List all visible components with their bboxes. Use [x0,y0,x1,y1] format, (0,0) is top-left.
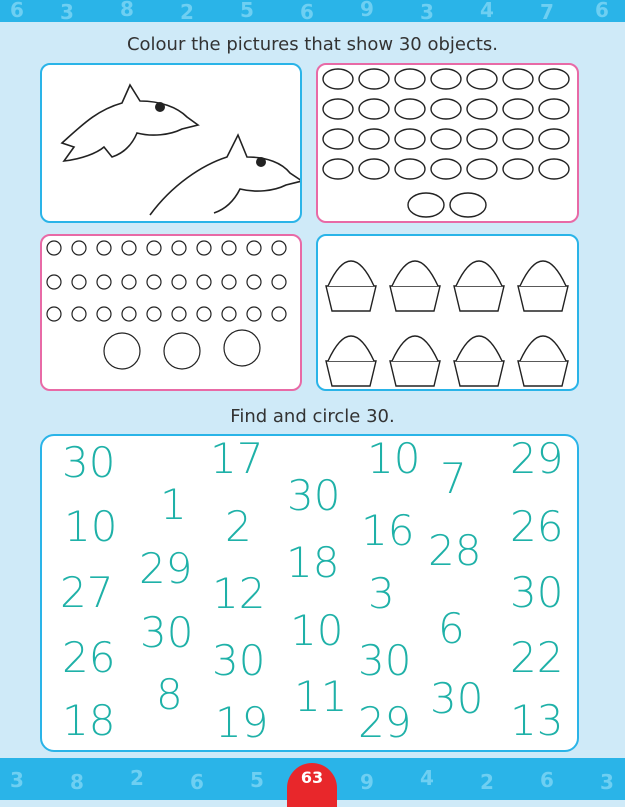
instruction-find-30: Find and circle 30. [230,406,395,427]
number[interactable]: 10 [64,502,118,551]
top-decorative-band: 6 3 8 2 5 6 9 3 4 7 6 [0,0,625,22]
number[interactable]: 29 [358,698,412,747]
number[interactable]: 10 [367,434,421,483]
baskets-illustration [318,236,577,389]
number[interactable]: 10 [290,606,344,655]
number[interactable]: 8 [156,670,183,719]
number-panel [40,434,579,752]
number[interactable]: 12 [212,569,266,618]
number[interactable]: 7 [440,454,467,503]
number[interactable]: 30 [287,471,341,520]
donuts-illustration [318,65,577,221]
number[interactable]: 18 [286,538,340,587]
number[interactable]: 19 [215,698,269,747]
bottom-decorative-band: 3 8 2 6 5 9 4 2 6 3 [0,758,625,800]
number[interactable]: 3 [368,569,395,618]
dolphin-panel[interactable] [40,63,302,223]
number[interactable]: 29 [139,544,193,593]
number[interactable]: 30 [510,568,564,617]
number[interactable]: 1 [160,480,187,529]
number[interactable]: 30 [358,636,412,685]
eagle-panel[interactable] [40,234,302,391]
number[interactable]: 17 [210,434,264,483]
number[interactable]: 30 [430,674,484,723]
number[interactable]: 22 [510,633,564,682]
number[interactable]: 18 [62,696,116,745]
eagles-illustration [42,236,300,389]
number[interactable]: 2 [225,502,252,551]
donut-panel[interactable] [316,63,579,223]
number[interactable]: 29 [510,434,564,483]
number[interactable]: 30 [140,608,194,657]
number[interactable]: 6 [438,604,465,653]
number[interactable]: 16 [361,506,415,555]
instruction-colour-30: Colour the pictures that show 30 objects. [126,34,499,55]
number[interactable]: 30 [212,636,266,685]
number[interactable]: 28 [428,526,482,575]
number[interactable]: 26 [510,502,564,551]
dolphins-illustration [42,65,300,221]
page-number-badge: 63 [287,763,337,807]
number[interactable]: 13 [510,696,564,745]
basket-panel[interactable] [316,234,579,391]
number[interactable]: 26 [62,633,116,682]
number[interactable]: 30 [62,438,116,487]
number[interactable]: 27 [60,568,114,617]
number[interactable]: 11 [294,672,348,721]
